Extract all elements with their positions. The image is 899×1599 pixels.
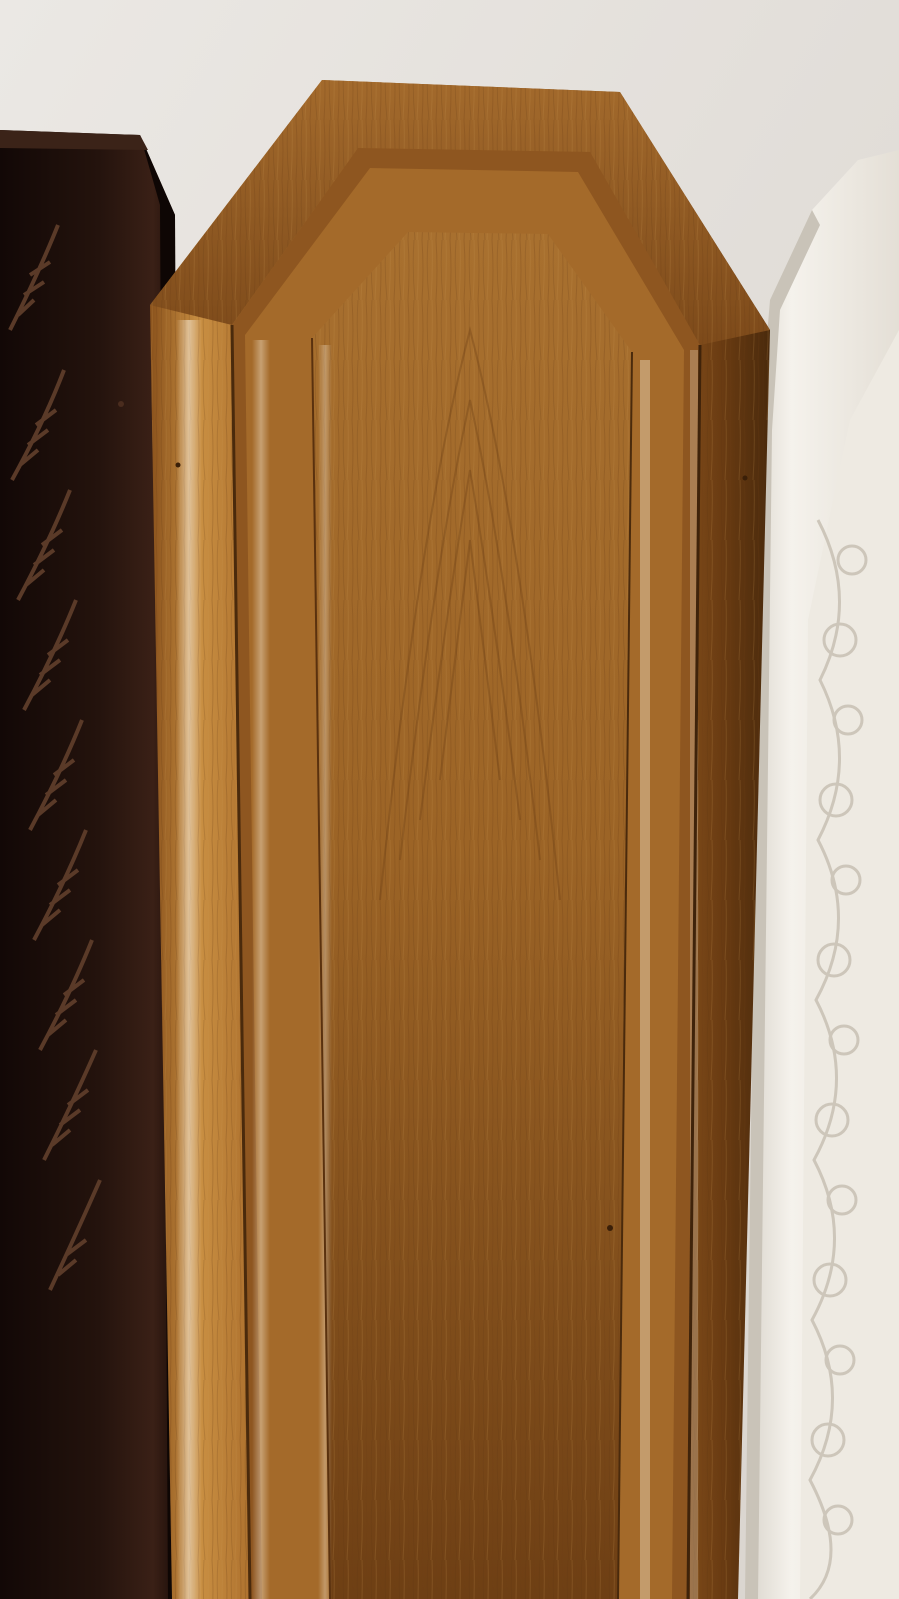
gloss-highlight-left [176,320,202,1599]
gloss-highlight-moulding [252,340,270,1599]
screw-hole [118,401,124,407]
screw-hole [176,463,181,468]
oak-coffin-lid [150,80,770,1599]
gloss-highlight-right [640,360,650,1599]
screw-hole [743,476,748,481]
screw-hole [607,1225,613,1231]
